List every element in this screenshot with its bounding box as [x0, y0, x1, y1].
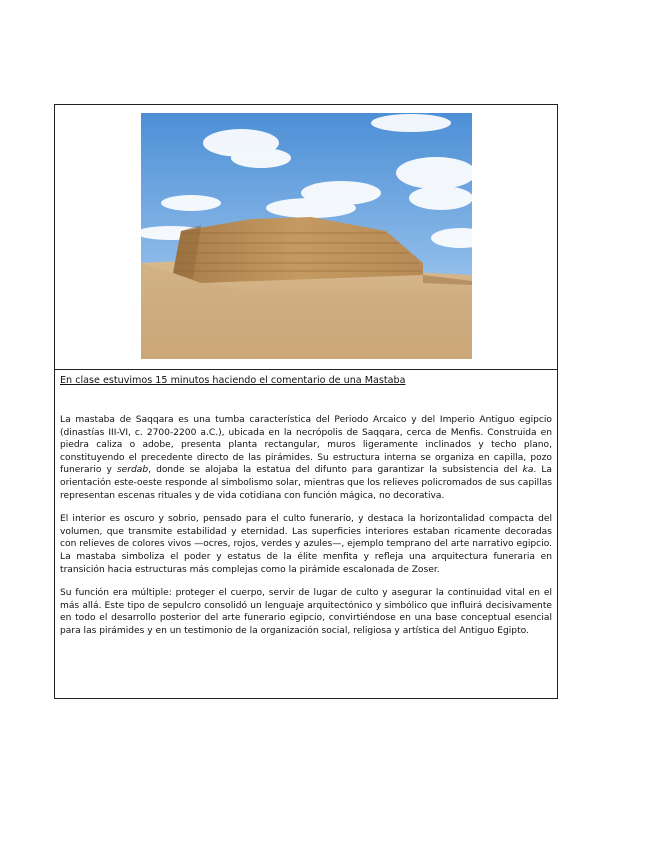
image-cell — [55, 105, 557, 370]
paragraph-1 — [60, 414, 552, 502]
content-table — [54, 104, 558, 699]
paragraph-1-part-b: , donde se alojaba la estatua del difunto para garantizar la subsistencia del — [148, 465, 523, 476]
paragraph-2: El interior es oscuro y sobrio, pensado para el culto funerario, y destaca la horizontalidad compacta del volumen, que transmite estabilidad y eternidad. Las superficies interiores estaban ricamente decoradas con relieves de colores vivos —ocres, rojos, verdes y azules—, ejemplo temprano del arte narrativo egipcio. La mastaba simboliza el poder y estatus de la élite menfita y refleja una arquitectura funeraria en transición hacia estructuras más complejas como la pirámide escalonada de Zoser. — [60, 514, 552, 575]
paragraph-1-part-a: La mastaba de Saqqara es una tumba característica del Periodo Arcaico y del Imperio Antiguo egipcio (dinastías III-VI, c. 2700-2200 a.C.), ubicada en la necrópolis de Saqqara, cerca de Menfis. Construida en piedra caliza o adobe, presenta planta rectangular, muros ligeramente inclinados y techo plano, constituyendo el precedente directo de las pirámides. Su estructura interna se organiza en capilla, pozo funerario y — [60, 415, 552, 476]
paragraph-3: Su función era múltiple: proteger el cuerpo, servir de lugar de culto y asegurar la continuidad vital en el más allá. Este tipo de sepulcro consolidó un lenguaje arquitectónico y simbólico que influirá decisivamente en todo el desarrollo posterior del arte funerario egipcio, convirtiéndose en una base conceptual esencial para las pirámides y en un testimonio de la organización social, religiosa y artística del Antiguo Egipto. — [60, 588, 552, 636]
paragraph-1-italic-ka: ka — [522, 465, 534, 476]
text-cell — [60, 375, 552, 649]
paragraph-1-part-c: . La orientación este-oeste responde al simbolismo solar, mientras que los relieves policromados de sus capillas representan escenas rituales y de vida cotidiana con función mágica, no decorativa. — [60, 465, 552, 501]
paragraph-1-italic-serdab: serdab — [116, 465, 149, 476]
mastaba-photo — [141, 113, 472, 359]
heading: En clase estuvimos 15 minutos haciendo el comentario de una Mastaba — [60, 375, 406, 386]
